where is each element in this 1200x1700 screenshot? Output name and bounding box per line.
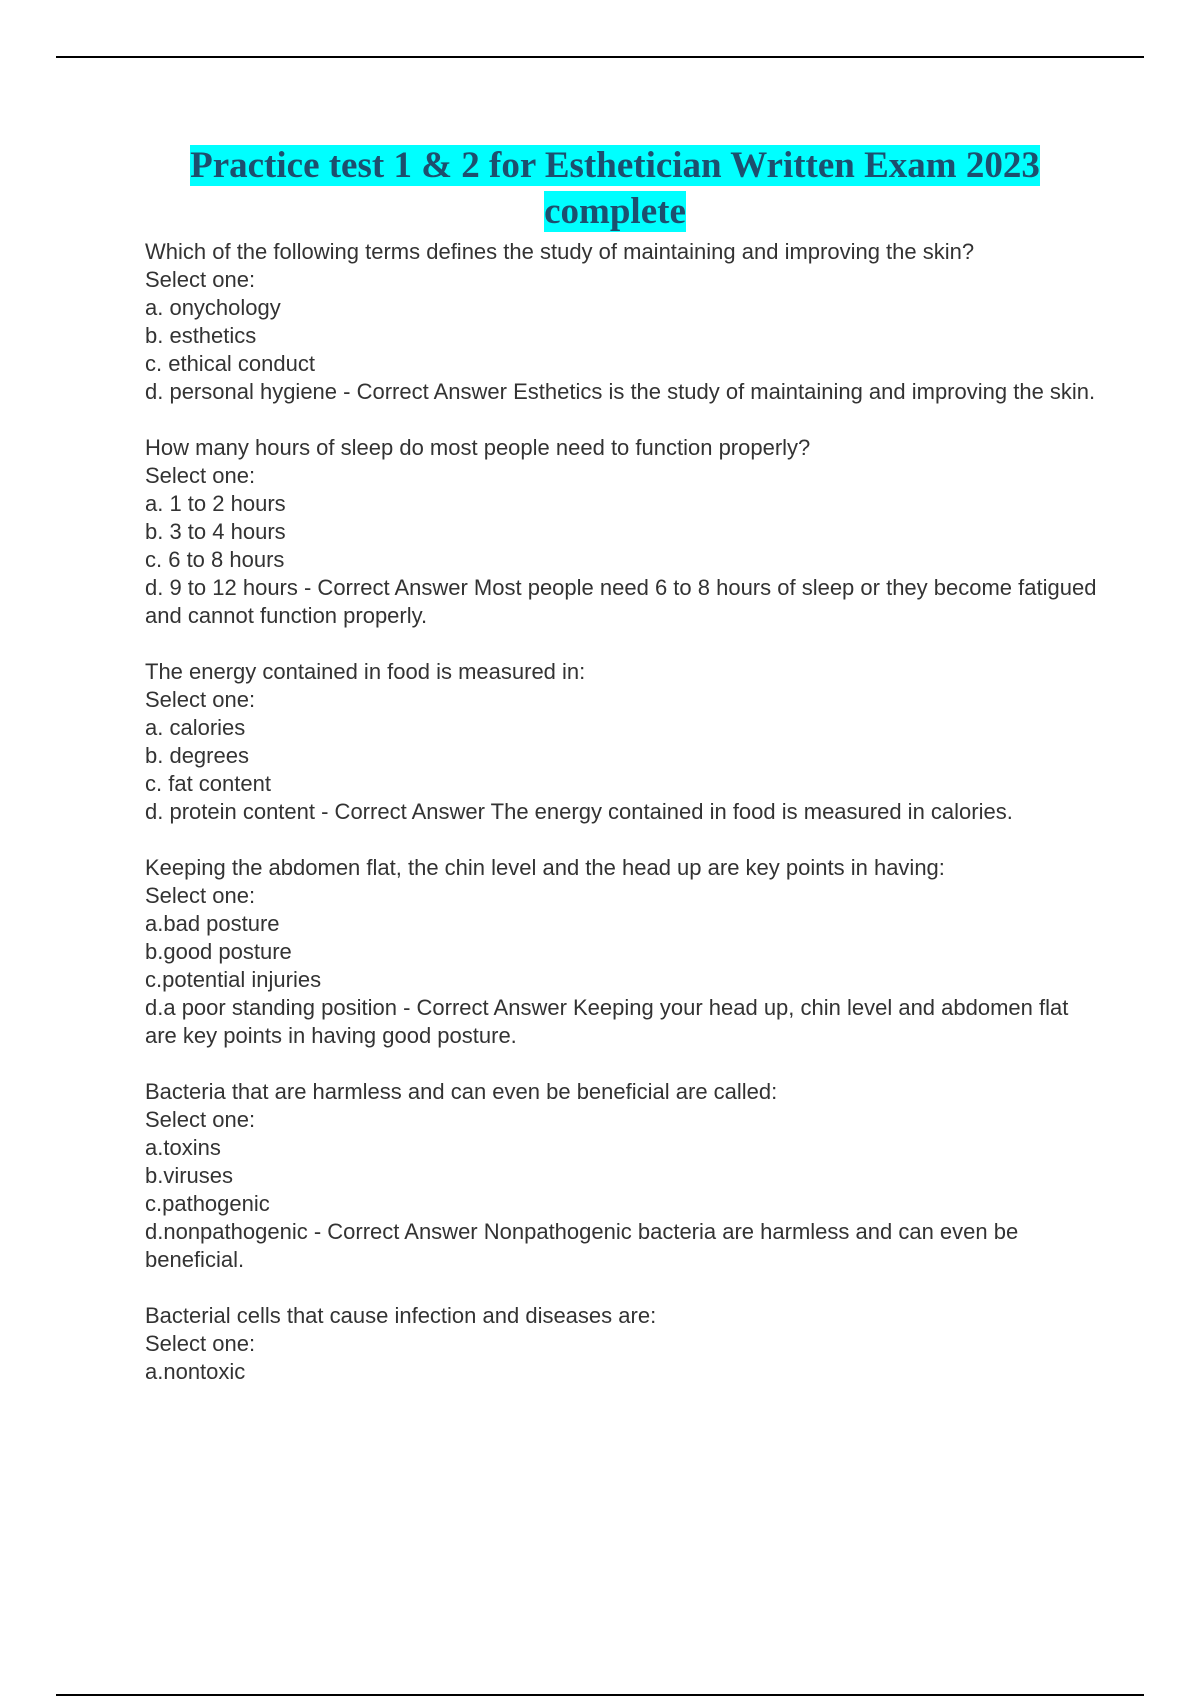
option-a: a. 1 to 2 hours — [145, 491, 286, 516]
page-title-text: Practice test 1 & 2 for Esthetician Written Exam 2023 complete — [190, 145, 1040, 232]
page-title — [120, 143, 1110, 235]
option-d-with-answer: d. 9 to 12 hours - Correct Answer Most people need 6 to 8 hours of sleep or they become fatigued and cannot function properly. — [145, 575, 1097, 628]
option-b: b.good posture — [145, 939, 292, 964]
option-d-with-answer: d.nonpathogenic - Correct Answer Nonpathogenic bacteria are harmless and can even be beneficial. — [145, 1219, 1019, 1272]
top-rule — [56, 56, 1144, 58]
option-a: a.nontoxic — [145, 1359, 246, 1384]
question-prompt: The energy contained in food is measured in: — [145, 659, 586, 684]
select-one-label: Select one: — [145, 1331, 256, 1356]
option-a: a. onychology — [145, 295, 281, 320]
option-b: b. degrees — [145, 743, 249, 768]
option-c: c.potential injuries — [145, 967, 322, 992]
option-d-with-answer: d.a poor standing position - Correct Answer Keeping your head up, chin level and abdomen flat are key points in having good posture. — [145, 995, 1069, 1048]
select-one-label: Select one: — [145, 1107, 256, 1132]
question-prompt: Bacterial cells that cause infection and diseases are: — [145, 1303, 657, 1328]
option-c: c. fat content — [145, 771, 271, 796]
option-d-with-answer: d. personal hygiene - Correct Answer Esthetics is the study of maintaining and improving the skin. — [145, 379, 1096, 404]
question-list — [145, 238, 1100, 1414]
option-a: a. calories — [145, 715, 246, 740]
option-a: a.bad posture — [145, 911, 280, 936]
bottom-rule — [56, 1694, 1144, 1696]
option-d-with-answer: d. protein content - Correct Answer The energy contained in food is measured in calories. — [145, 799, 1013, 824]
question-6 — [145, 1302, 1100, 1386]
option-c: c.pathogenic — [145, 1191, 270, 1216]
question-prompt: Keeping the abdomen flat, the chin level and the head up are key points in having: — [145, 855, 945, 880]
select-one-label: Select one: — [145, 687, 256, 712]
select-one-label: Select one: — [145, 267, 256, 292]
question-5 — [145, 1078, 1100, 1274]
question-2 — [145, 434, 1100, 630]
question-prompt: Bacteria that are harmless and can even be beneficial are called: — [145, 1079, 778, 1104]
question-4 — [145, 854, 1100, 1050]
select-one-label: Select one: — [145, 883, 256, 908]
option-b: b. 3 to 4 hours — [145, 519, 286, 544]
question-prompt: Which of the following terms defines the study of maintaining and improving the skin? — [145, 239, 975, 264]
option-a: a.toxins — [145, 1135, 221, 1160]
option-c: c. 6 to 8 hours — [145, 547, 285, 572]
question-1 — [145, 238, 1100, 406]
option-c: c. ethical conduct — [145, 351, 315, 376]
question-3 — [145, 658, 1100, 826]
option-b: b. esthetics — [145, 323, 257, 348]
option-b: b.viruses — [145, 1163, 234, 1188]
question-prompt: How many hours of sleep do most people need to function properly? — [145, 435, 811, 460]
select-one-label: Select one: — [145, 463, 256, 488]
